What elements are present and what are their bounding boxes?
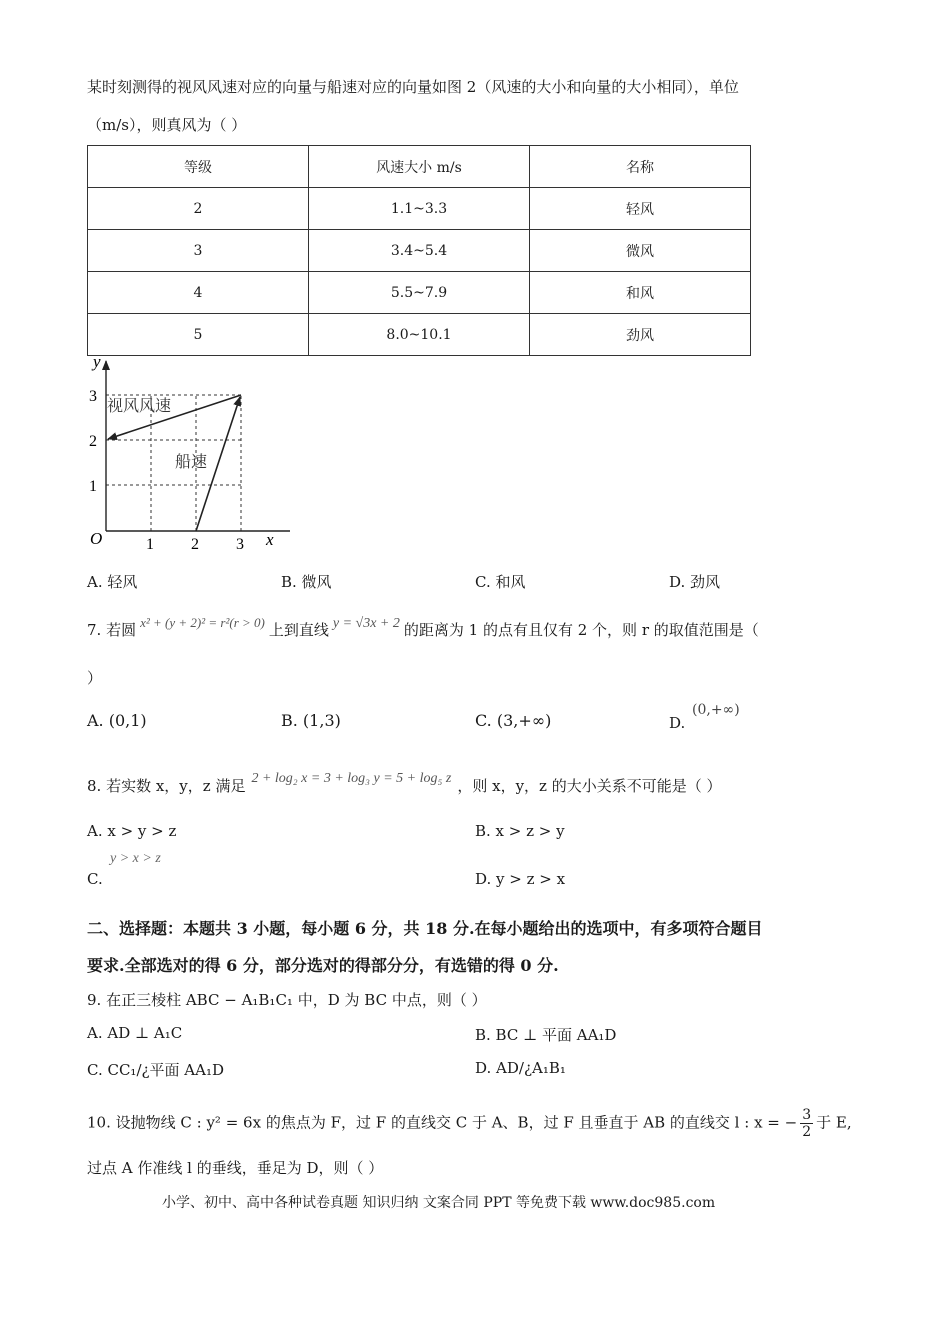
q8-option-c-value: y > x > z	[110, 851, 161, 866]
table-row	[88, 314, 751, 356]
intro-line-2: （m/s），则真风为（ ）	[87, 116, 247, 134]
table-row	[88, 272, 751, 314]
x-axis-label: x	[266, 530, 274, 549]
q7-option-d-value: (0,+∞)	[692, 702, 740, 718]
origin-label: O	[90, 529, 103, 548]
q7-prefix: 7. 若圆	[87, 621, 137, 639]
x-tick-label: 2	[191, 536, 199, 553]
y-axis-label: y	[93, 355, 101, 371]
page-footer: 小学、初中、高中各种试卷真题 知识归纳 文案合同 PPT 等免费下载 www.doc985.com	[162, 1195, 716, 1211]
table-cell: 1.1~3.3	[309, 188, 530, 230]
x-tick-label: 1	[146, 536, 154, 553]
table-cell: 5.5~7.9	[309, 272, 530, 314]
table-cell: 劲风	[530, 314, 751, 356]
q7-option-a: A. (0,1)	[87, 711, 147, 730]
q6-option-b: B. 微风	[281, 573, 332, 591]
q6-option-c: C. 和风	[475, 573, 526, 591]
q6-option-d: D. 劲风	[669, 573, 721, 591]
q9-option-b: B. BC ⊥ 平面 AA₁D	[475, 1026, 617, 1044]
table-header-cell: 风速大小 m/s	[309, 146, 530, 188]
q8-option-d: D. y > z > x	[475, 870, 566, 888]
table-cell: 8.0~10.1	[309, 314, 530, 356]
table-cell: 和风	[530, 272, 751, 314]
table-cell: 3.4~5.4	[309, 230, 530, 272]
ship-speed-label: 船速	[175, 452, 208, 471]
q7-close: ）	[87, 669, 103, 687]
wind-scale-table	[87, 145, 751, 356]
q8-prefix: 8. 若实数 x，y，z 满足	[87, 777, 246, 795]
q9-stem: 9. 在正三棱柱 ABC − A₁B₁C₁ 中，D 为 BC 中点，则（ ）	[87, 991, 487, 1009]
table-row	[88, 230, 751, 272]
vector-figure	[80, 355, 290, 555]
table-cell: 轻风	[530, 188, 751, 230]
section2-heading-line-2: 要求.全部选对的得 6 分，部分选对的得部分分，有选错的得 0 分.	[87, 956, 559, 975]
q7-option-d-label: D.	[669, 714, 686, 732]
q7-suffix: 的距离为 1 的点有且仅有 2 个，则 r 的取值范围是（	[403, 621, 759, 639]
q10-stem-line-2: 过点 A 作准线 l 的垂线，垂足为 D，则（ ）	[87, 1159, 384, 1177]
intro-line-1: 某时刻测得的视风风速对应的向量与船速对应的向量如图 2（风速的大小和向量的大小相同），单位	[87, 78, 739, 96]
table-cell: 5	[88, 314, 309, 356]
table-header-cell: 等级	[88, 146, 309, 188]
q10-fraction-denominator: 2	[802, 1124, 812, 1140]
q7-stem	[87, 615, 759, 640]
q8-option-a: A. x > y > z	[87, 822, 177, 840]
q9-option-c: C. CC₁/¿平面 AA₁D	[87, 1061, 225, 1079]
q9-option-a: A. AD ⊥ A₁C	[87, 1024, 183, 1042]
table-cell: 微风	[530, 230, 751, 272]
q9-option-d: D. AD/¿A₁B₁	[475, 1059, 566, 1077]
q7-circle-equation: x² + (y + 2)² = r²(r > 0)	[140, 615, 265, 630]
table-cell: 3	[88, 230, 309, 272]
q10-stem-b: 于 E,	[816, 1113, 852, 1132]
q7-middle: 上到直线	[268, 621, 329, 639]
q8-option-b: B. x > z > y	[475, 822, 565, 840]
y-tick-label: 1	[89, 478, 97, 495]
table-row	[88, 188, 751, 230]
q7-option-c: C. (3,+∞)	[475, 711, 552, 730]
q8-option-c-label: C.	[87, 870, 103, 888]
q7-line-equation: y = √3x + 2	[332, 616, 400, 631]
q10-stem-line-1	[87, 1107, 852, 1140]
y-tick-label: 3	[89, 388, 97, 405]
q10-fraction-numerator: 3	[802, 1107, 812, 1123]
table-cell: 2	[88, 188, 309, 230]
q10-stem-a: 10. 设抛物线 C : y² = 6x 的焦点为 F，过 F 的直线交 C 于 A、B，过 F 且垂直于 AB 的直线交 l : x = −	[87, 1113, 798, 1132]
apparent-wind-label: 视风风速	[107, 396, 172, 415]
section2-heading-line-1: 二、选择题：本题共 3 小题，每小题 6 分，共 18 分.在每小题给出的选项中，有多项符合题目	[87, 919, 763, 938]
y-tick-label: 2	[89, 433, 97, 450]
q6-option-a: A. 轻风	[87, 573, 138, 591]
table-header-row	[88, 146, 751, 188]
table-cell: 4	[88, 272, 309, 314]
q7-option-b: B. (1,3)	[281, 711, 341, 730]
q8-stem	[87, 771, 722, 796]
x-tick-label: 3	[236, 536, 244, 553]
q8-condition: 2 + log₂ x = 3 + log₃ y = 5 + log₅ z	[251, 771, 452, 786]
grid	[106, 395, 241, 531]
q10-fraction	[800, 1107, 813, 1140]
table-header-cell: 名称	[530, 146, 751, 188]
q8-suffix: ，则 x，y，z 的大小关系不可能是（ ）	[457, 777, 722, 795]
